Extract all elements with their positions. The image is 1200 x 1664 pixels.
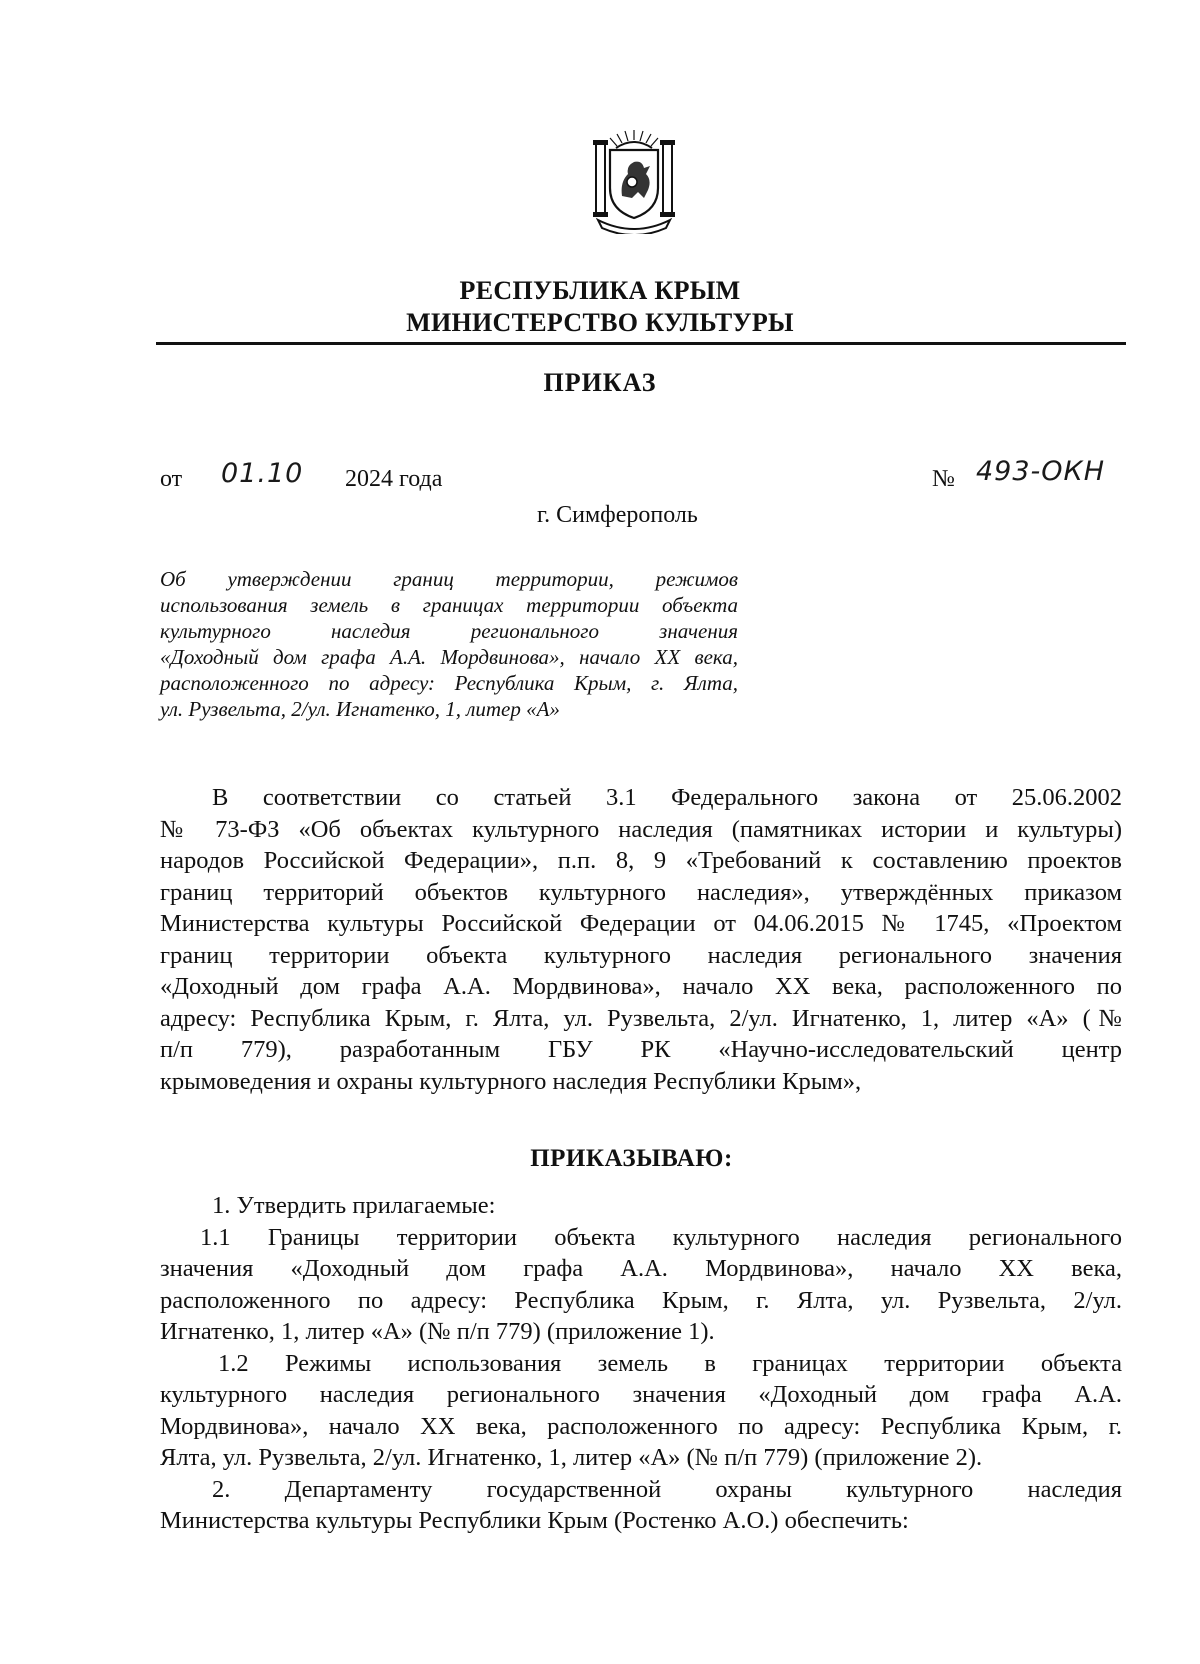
preamble-line: границ территории объекта культурного наследия регионального значения — [160, 941, 1122, 969]
date-year: 2024 года — [345, 466, 443, 492]
city: г. Симферополь — [537, 502, 698, 528]
preamble-paragraph — [160, 782, 1122, 1097]
item-1: 1. Утвердить прилагаемые: — [212, 1192, 496, 1219]
item-1-1-line: Игнатенко, 1, литер «А» (№ п/п 779) (приложение 1). — [160, 1318, 715, 1345]
preamble-line: адресу: Республика Крым, г. Ялта, ул. Рузвельта, 2/ул. Игнатенко, 1, литер «А» (№ — [160, 1004, 1122, 1032]
header-divider — [156, 342, 1126, 345]
preamble-line: п/п 779), разработанным ГБУ РК «Научно-исследовательский центр — [160, 1036, 1122, 1063]
item-1-2-line: культурного наследия регионального значения «Доходный дом графа А.А. — [160, 1381, 1122, 1408]
subject-line: расположенного по адресу: Республика Крым, г. Ялта, — [160, 671, 738, 695]
subject-line: использования земель в границах территории объекта — [160, 593, 738, 617]
item-1-1-line: 1.1 Границы территории объекта культурного наследия регионального — [200, 1223, 1122, 1251]
item-1-1-line: значения «Доходный дом графа А.А. Мордвинова», начало XX века, — [160, 1255, 1122, 1282]
header-republic: РЕСПУБЛИКА КРЫМ — [459, 276, 741, 305]
date-prefix: от — [160, 466, 183, 492]
document-title: ПРИКАЗ — [543, 368, 657, 397]
header-ministry: МИНИСТЕРСТВО КУЛЬТУРЫ — [406, 308, 794, 337]
item-2-line: Министерства культуры Республики Крым (Ростенко А.О.) обеспечить: — [160, 1507, 909, 1534]
item-1-2-line: Ялта, ул. Рузвельта, 2/ул. Игнатенко, 1, литер «А» (№ п/п 779) (приложение 2). — [160, 1444, 983, 1471]
subject-line: культурного наследия регионального значения — [160, 619, 738, 643]
preamble-line: Министерства культуры Российской Федерации от 04.06.2015 № 1745, «Проектом — [160, 910, 1122, 937]
order-heading: ПРИКАЗЫВАЮ: — [530, 1145, 733, 1172]
item-1-1-line: расположенного по адресу: Республика Крым, г. Ялта, ул. Рузвельта, 2/ул. — [160, 1286, 1122, 1314]
handwritten-date: 01.10 — [221, 458, 304, 489]
subject-line: ул. Рузвельта, 2/ул. Игнатенко, 1, литер «А» — [160, 697, 560, 721]
subject-line: Об утверждении границ территории, режимов — [160, 567, 738, 591]
item-2-line: 2. Департаменту государственной охраны культурного наследия — [212, 1475, 1122, 1503]
order-subject — [160, 566, 738, 722]
preamble-line: № 73-ФЗ «Об объектах культурного наследия (памятниках истории и культуры) — [160, 815, 1122, 843]
subject-line: «Доходный дом графа А.А. Мордвинова», начало XX века, — [160, 645, 738, 669]
number-prefix: № — [932, 466, 955, 492]
item-1-2-line: Мордвинова», начало XX века, расположенного по адресу: Республика Крым, г. — [160, 1412, 1122, 1440]
coat-of-arms-emblem — [586, 126, 682, 234]
preamble-line: В соответствии со статьей 3.1 Федерального закона от 25.06.2002 — [212, 784, 1122, 811]
handwritten-number: 493-ОКН — [976, 456, 1106, 487]
preamble-line: крымоведения и охраны культурного наследия Республики Крым», — [160, 1067, 862, 1095]
preamble-line: «Доходный дом графа А.А. Мордвинова», начало XX века, расположенного по — [160, 973, 1122, 1000]
preamble-line: народов Российской Федерации», п.п. 8, 9 «Требований к составлению проектов — [160, 847, 1122, 874]
order-items — [160, 1190, 1122, 1537]
item-1-2-line: 1.2 Режимы использования земель в границах территории объекта — [218, 1349, 1122, 1377]
preamble-line: границ территорий объектов культурного наследия», утверждённых приказом — [160, 878, 1122, 906]
